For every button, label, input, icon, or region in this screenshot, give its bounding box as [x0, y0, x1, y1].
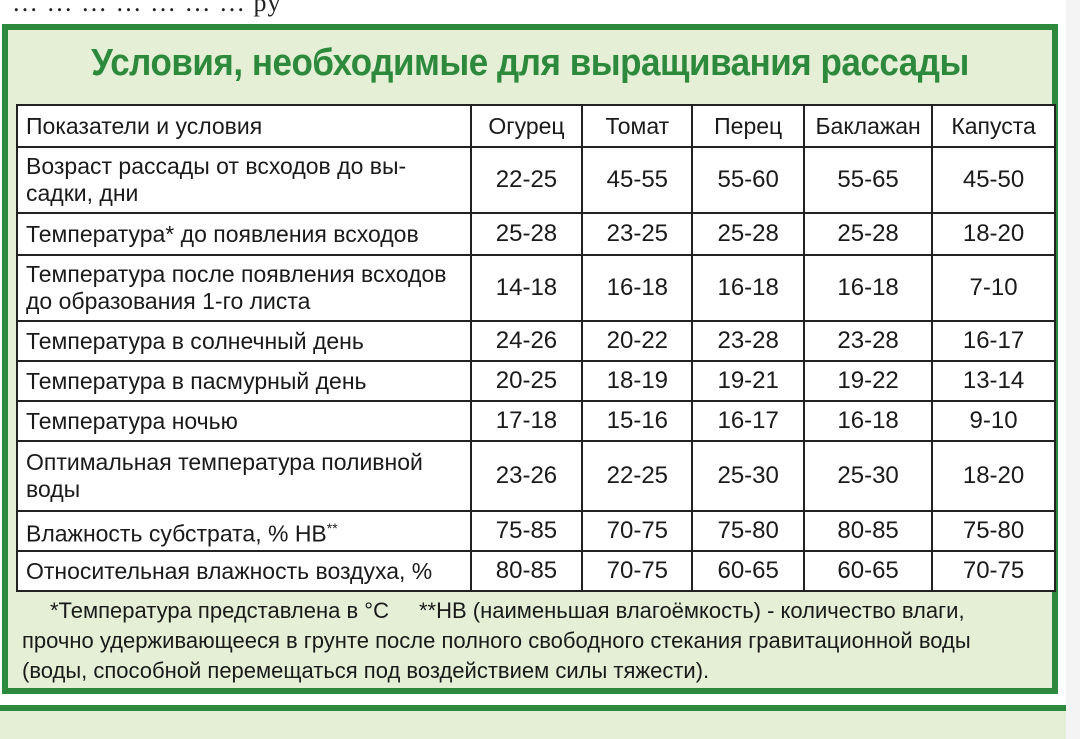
cell-eggplant: 16-18: [804, 255, 932, 321]
cell-eggplant: 25-28: [804, 213, 932, 255]
row-label-line: садки, дни: [26, 180, 139, 206]
table-row: [17, 213, 1055, 255]
row-label-line: до образования 1-го листа: [26, 288, 311, 314]
footnote-hv-definition: **НВ (наименьшая влагоёмкость) - количество влаги,: [418, 598, 965, 623]
cell-cucumber: 20-25: [471, 361, 583, 401]
row-label: Температура* до появления всходов: [17, 213, 471, 255]
table-row: [17, 361, 1055, 401]
row-label-line: воды: [26, 476, 81, 502]
cell-cabbage: 18-20: [932, 213, 1055, 255]
cell-cucumber: 22-25: [471, 147, 583, 213]
cell-eggplant: 23-28: [804, 321, 932, 361]
cell-cucumber: 14-18: [471, 255, 583, 321]
row-label-line: Возраст рассады от всходов до вы-: [26, 153, 407, 179]
cell-tomato: 16-18: [582, 255, 692, 321]
page-edge: [1066, 0, 1080, 739]
cell-eggplant: 60-65: [804, 551, 932, 591]
cell-cucumber: 17-18: [471, 401, 583, 441]
row-label: [17, 255, 471, 321]
next-section-border: [0, 705, 1066, 739]
cell-tomato: 45-55: [582, 147, 692, 213]
header-pepper: Перец: [692, 105, 804, 147]
table-row: [17, 551, 1055, 591]
row-label: [17, 511, 471, 551]
cell-cabbage: 45-50: [932, 147, 1055, 213]
footnote-line: прочно удерживающееся в грунте после полного свободного стекания гравитационной воды: [22, 628, 971, 653]
table-row: [17, 401, 1055, 441]
cell-eggplant: 55-65: [804, 147, 932, 213]
cell-tomato: 20-22: [582, 321, 692, 361]
footnote-line: (воды, способной перемещаться под воздействием силы тяжести).: [22, 658, 710, 683]
footnote-line: [22, 596, 1052, 626]
cell-pepper: 25-30: [692, 441, 804, 511]
card-title: Условия, необходимые для выращивания рассады: [91, 42, 969, 84]
cell-tomato: 70-75: [582, 551, 692, 591]
cell-pepper: 16-17: [692, 401, 804, 441]
row-label: Температура в пасмурный день: [17, 361, 471, 401]
header-cabbage: Капуста: [932, 105, 1055, 147]
table-row: [17, 147, 1055, 213]
row-label-text: Влажность субстрата, % НВ: [26, 520, 327, 547]
row-label: Относительная влажность воздуха, %: [17, 551, 471, 591]
footnote: [22, 596, 1052, 686]
cell-cucumber: 25-28: [471, 213, 583, 255]
row-label: [17, 147, 471, 213]
seedling-conditions-card: [2, 24, 1058, 694]
cell-cabbage: 16-17: [932, 321, 1055, 361]
cell-tomato: 23-25: [582, 213, 692, 255]
row-label-line: Температура после появления всходов: [26, 261, 447, 287]
previous-page-text: … … … … … … … py: [12, 0, 282, 17]
cell-cabbage: 18-20: [932, 441, 1055, 511]
table-row: [17, 255, 1055, 321]
cell-tomato: 15-16: [582, 401, 692, 441]
cell-eggplant: 80-85: [804, 511, 932, 551]
cell-cucumber: 80-85: [471, 551, 583, 591]
previous-page-fragment: [0, 0, 1080, 22]
cell-tomato: 18-19: [582, 361, 692, 401]
header-tomato: Томат: [582, 105, 692, 147]
cell-pepper: 60-65: [692, 551, 804, 591]
cell-pepper: 16-18: [692, 255, 804, 321]
cell-eggplant: 19-22: [804, 361, 932, 401]
row-label: Температура ночью: [17, 401, 471, 441]
row-label-superscript: **: [326, 519, 338, 536]
row-label-line: Оптимальная температура поливной: [26, 449, 423, 475]
cell-eggplant: 25-30: [804, 441, 932, 511]
cell-pepper: 25-28: [692, 213, 804, 255]
cell-tomato: 70-75: [582, 511, 692, 551]
table-header-row: [17, 105, 1055, 147]
cell-eggplant: 16-18: [804, 401, 932, 441]
row-label: Температура в солнечный день: [17, 321, 471, 361]
cell-cabbage: 70-75: [932, 551, 1055, 591]
cell-cabbage: 75-80: [932, 511, 1055, 551]
table-row: [17, 321, 1055, 361]
cell-cucumber: 75-85: [471, 511, 583, 551]
cell-pepper: 55-60: [692, 147, 804, 213]
cell-cucumber: 24-26: [471, 321, 583, 361]
cell-pepper: 23-28: [692, 321, 804, 361]
cell-cucumber: 23-26: [471, 441, 583, 511]
header-parameters: Показатели и условия: [17, 105, 471, 147]
footnote-temperature: *Температура представлена в °С: [50, 598, 389, 623]
cell-pepper: 19-21: [692, 361, 804, 401]
row-label: [17, 441, 471, 511]
header-cucumber: Огурец: [471, 105, 583, 147]
conditions-table: [16, 104, 1056, 592]
cell-cabbage: 7-10: [932, 255, 1055, 321]
table-row: [17, 511, 1055, 551]
cell-cabbage: 9-10: [932, 401, 1055, 441]
header-eggplant: Баклажан: [804, 105, 932, 147]
cell-cabbage: 13-14: [932, 361, 1055, 401]
table-row: [17, 441, 1055, 511]
cell-pepper: 75-80: [692, 511, 804, 551]
cell-tomato: 22-25: [582, 441, 692, 511]
